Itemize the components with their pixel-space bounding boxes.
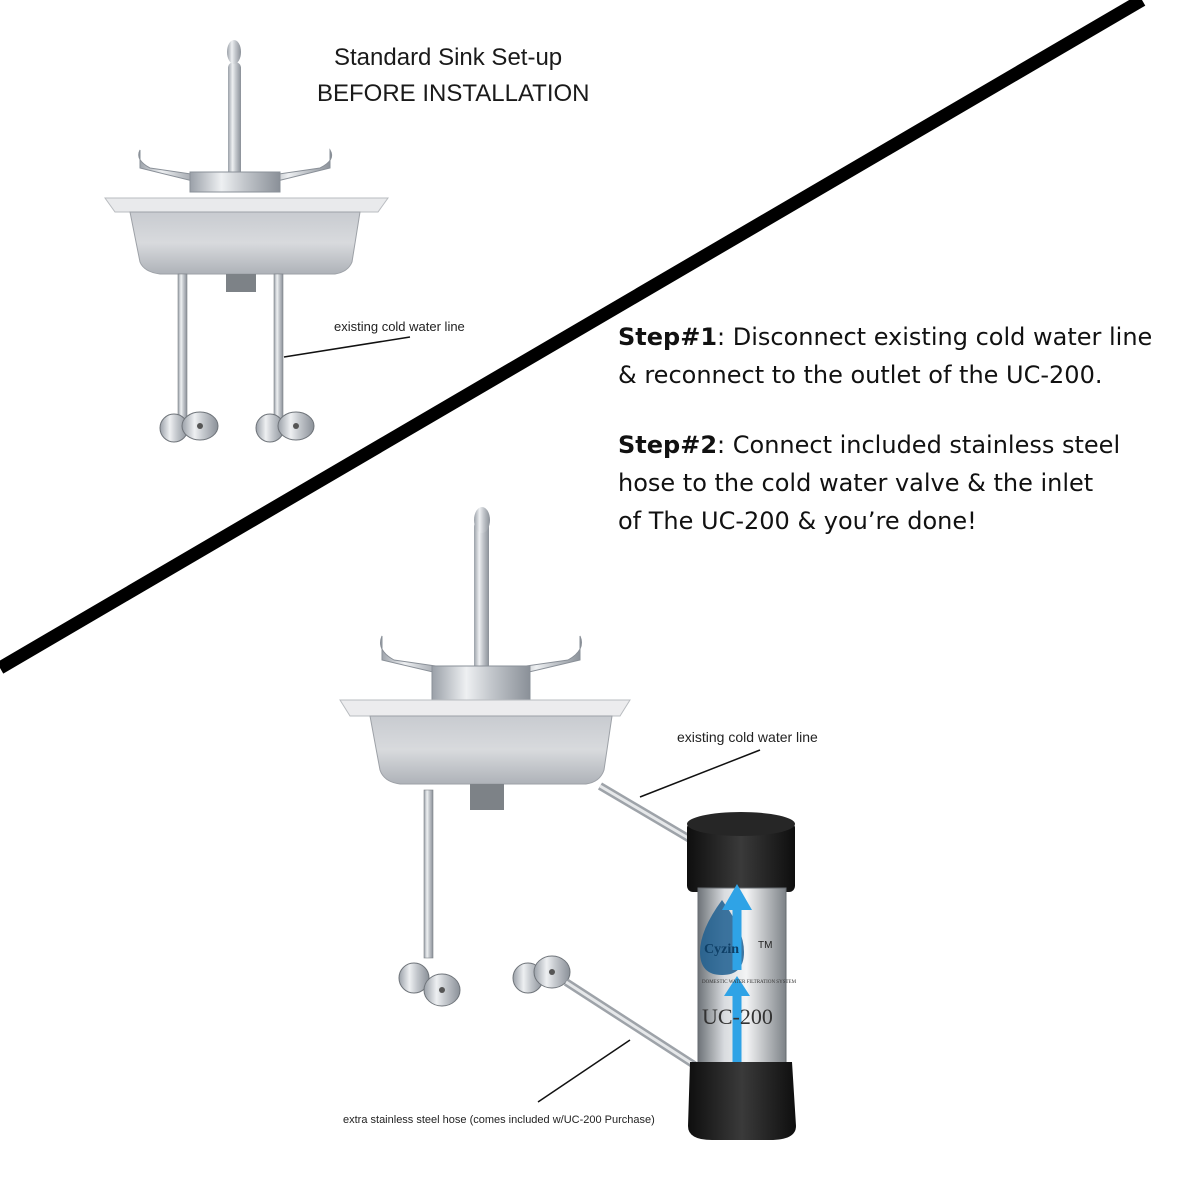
product-model: UC-200 bbox=[702, 1004, 773, 1029]
step-2-line3: of The UC-200 & you’re done! bbox=[618, 507, 977, 535]
step-1 bbox=[618, 318, 1152, 394]
callout-bottom-cold-water-line: existing cold water line bbox=[677, 729, 818, 745]
step-1-label: Step#1 bbox=[618, 323, 718, 351]
uc-200-filter bbox=[687, 812, 796, 1140]
page-title-line1: Standard Sink Set-up bbox=[334, 44, 563, 71]
step-2 bbox=[618, 426, 1120, 540]
product-trademark: TM bbox=[758, 940, 773, 951]
step-2-line2: hose to the cold water valve & the inlet bbox=[618, 469, 1094, 497]
page-title-line2: BEFORE INSTALLATION bbox=[317, 80, 590, 107]
step-2-line1: : Connect included stainless steel bbox=[717, 431, 1121, 459]
step-2-label: Step#2 bbox=[618, 431, 718, 459]
callout-extra-hose: extra stainless steel hose (comes included w/UC-200 Purchase) bbox=[343, 1114, 655, 1126]
step-1-line2: & reconnect to the outlet of the UC-200. bbox=[618, 361, 1103, 389]
product-brand: Cyzin bbox=[704, 942, 739, 957]
step-1-line1: : Disconnect existing cold water line bbox=[717, 323, 1153, 351]
sink-after-installation bbox=[340, 507, 760, 1102]
product-tagline: DOMESTIC WATER FILTRATION SYSTEM bbox=[702, 980, 797, 985]
callout-top-cold-water-line: existing cold water line bbox=[334, 319, 465, 334]
